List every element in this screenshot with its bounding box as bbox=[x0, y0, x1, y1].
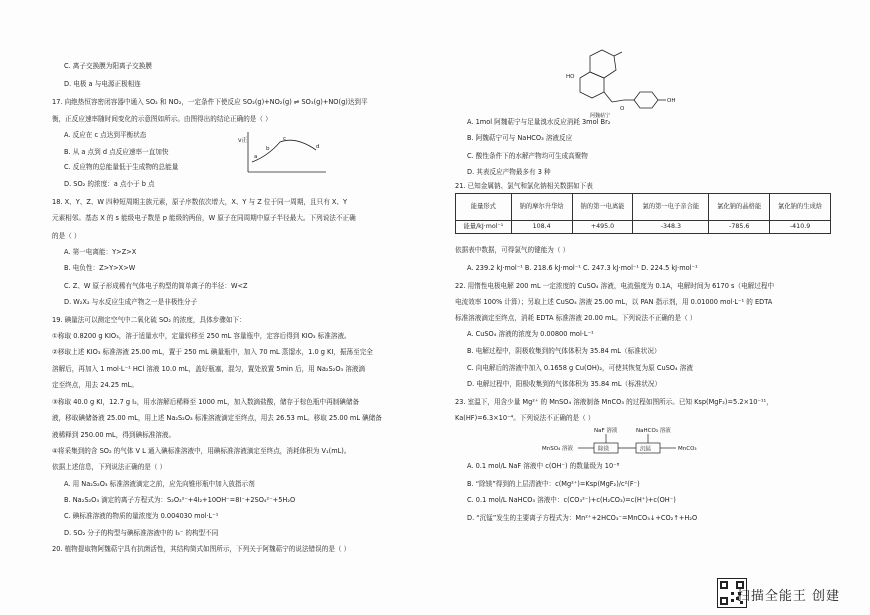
text-line: 元素相邻。基态 X 的 s 能级电子数是 p 能级的两倍，W 原子在同周期中原子半径最大。下列说法不正确 bbox=[52, 214, 356, 222]
data-table bbox=[455, 193, 831, 234]
text-line: A. 0.1 mol/L NaF 溶液中 c(OH⁻) 的数量级为 10⁻⁸ bbox=[467, 462, 620, 470]
text-line: 衡，正反应速率随时间变化的示意图如所示。由图得出的结论正确的是（ ） bbox=[52, 115, 272, 123]
text-line: 17. 向绝热恒容密闭容器中通入 SO₂ 和 NO₂，一定条件下使反应 SO₂(g)+NO₂(g) ⇌ SO₃(g)+NO(g)达到平 bbox=[52, 98, 368, 106]
text-line: C. 反应物的总能量低于生成物的总能量 bbox=[64, 163, 179, 171]
process-flow-diagram bbox=[540, 425, 730, 461]
step-2-label: 沉锰 bbox=[640, 446, 652, 453]
table-cell: -410.9 bbox=[770, 221, 831, 234]
text-line: ④将采集到的含 SO₂ 的气体 V L 通入碘标准溶液中，用碘标准溶液滴定至终点，消耗体积为 V₁(mL)。 bbox=[52, 447, 351, 455]
table-header-cell: 氯的第一电子亲合能 bbox=[633, 194, 709, 221]
text-line: C. 酸性条件下的水解产物均可生成高聚物 bbox=[467, 152, 588, 160]
text-line: A. 反应在 c 点达到平衡状态 bbox=[64, 131, 147, 139]
table-header-cell: 氯化钠的晶格能 bbox=[709, 194, 770, 221]
text-line: B. “除镁”得到的上层清液中：c(Mg²⁺)=Ksp(MgF₂)/c²(F⁻) bbox=[467, 480, 640, 488]
label-ho: HO bbox=[566, 74, 575, 80]
reagent-nahco3: NaHCO₃ 溶液 bbox=[636, 428, 671, 434]
text-line: ①称取 0.8200 g KIO₃，溶于适量水中，定量转移至 250 mL 容量瓶中，定容后得到 KIO₃ 标准溶液。 bbox=[52, 332, 351, 340]
table-cell: 108.4 bbox=[511, 221, 572, 234]
ester-bond bbox=[604, 92, 612, 102]
text-line: 标准溶液滴定至终点，消耗 EDTA 标准溶液 20.00 mL。下列说法不正确的是（ ） bbox=[455, 314, 697, 322]
text-line: ③称取 40.0 g KI，12.7 g I₂，用水溶解后稀释至 1000 mL，加入数滴盐酸，储存于棕色瓶中再制碘储备 bbox=[52, 398, 360, 406]
text-line: D. W₂X₂ 与水反应生成产物之一是非极性分子 bbox=[64, 298, 198, 306]
text-line: C. Z、W 原子形成稀有气体电子构型的简单离子的半径：W<Z bbox=[64, 282, 248, 290]
text-line: ②移取上述 KIO₃ 标准溶液 25.00 mL，置于 250 mL 碘量瓶中，加入 70 mL 蒸馏水，1.0 g KI，振荡至完全 bbox=[52, 348, 373, 356]
text-line: C. 向电解后的溶液中加入 0.1658 g Cu(OH)₂，可使其恢复为原 CuSO₄ 溶液 bbox=[467, 364, 693, 372]
label-oh: OH bbox=[667, 98, 676, 104]
text-line: 19. 碘量法可以测定空气中二氧化硫 SO₂ 的浓度，具体步骤如下： bbox=[52, 316, 246, 324]
table-header-row bbox=[456, 194, 831, 221]
graph-ylabel: v正 bbox=[238, 137, 248, 144]
molecule-caption: 阿魏萜宁 bbox=[590, 113, 611, 118]
reagent-naf: NaF 溶液 bbox=[594, 428, 618, 434]
text-line: C. 离子交换膜为阳离子交换膜 bbox=[64, 62, 152, 70]
table-row-label: 能量/kJ·mol⁻¹ bbox=[456, 221, 512, 234]
step-1-label: 除镁 bbox=[598, 446, 610, 453]
ring-2 bbox=[580, 72, 604, 98]
text-line: 依据上述信息，下列说法正确的是（ ） bbox=[52, 463, 167, 471]
text-line: A. CuSO₄ 溶液的浓度为 0.00800 mol·L⁻¹ bbox=[467, 330, 594, 338]
text-line: A. 用 Na₂S₂O₃ 标准溶液滴定之前，应先向锥形瓶中加入放指示剂 bbox=[64, 480, 255, 488]
point-b: b bbox=[266, 146, 270, 152]
label-o: O bbox=[620, 106, 625, 112]
text-line: D. 电解过程中，阳极收集到的气体体积为 35.84 mL（标准状况） bbox=[467, 380, 662, 388]
table-cell: -785.6 bbox=[709, 221, 770, 234]
table-row bbox=[456, 221, 831, 234]
text-line: Ka(HF)=6.3×10⁻⁴。下列说法不正确的是（ ） bbox=[455, 414, 595, 422]
point-a: a bbox=[254, 154, 258, 160]
text-line: B. 电负性：Z>Y>X>W bbox=[64, 264, 136, 272]
rate-curve bbox=[252, 140, 316, 162]
carbonyl-bond bbox=[612, 100, 624, 102]
text-line: 电流效率 100% 计算）；另取上述 CuSO₄ 溶液 25.00 mL，以 PAN 指示剂，用 0.01000 mol·L⁻¹ 的 EDTA bbox=[455, 298, 773, 306]
text-line: A. 第一电离能：Y>Z>X bbox=[64, 248, 137, 256]
molecule-structure bbox=[560, 48, 690, 118]
table-cell: +495.0 bbox=[572, 221, 633, 234]
text-line: 的是（ ） bbox=[52, 232, 81, 240]
text-line: D. 电极 a 与电源正极相连 bbox=[64, 80, 141, 88]
table-header-cell: 钠的摩尔升华焓 bbox=[511, 194, 572, 221]
flow-end: MnCO₃ bbox=[678, 446, 697, 452]
benzene-ring bbox=[634, 92, 658, 108]
text-line: 液，移取碘储备液 25.00 mL，用上述 Na₂S₂O₃ 标准溶液滴定至终点，用去 26.53 mL。移取 25.00 mL 碘储备 bbox=[52, 414, 382, 422]
text-line: B. 电解过程中，阴极收集到的气体体积为 35.84 mL（标准状况） bbox=[467, 347, 661, 355]
text-line: B. 从 a 点到 d 点反应速率一直加快 bbox=[64, 148, 169, 156]
text-line: C. 碘标准溶液的物质的量浓度为 0.004030 mol·L⁻¹ bbox=[64, 512, 219, 520]
text-line: A. 1mol 阿魏萜宁与足量溴水反应消耗 3mol Br₂ bbox=[467, 118, 611, 126]
text-line: B. Na₂S₂O₃ 滴定的离子方程式为：S₂O₃²⁻+4I₂+10OH⁻=8I⁻+2SO₄²⁻+5H₂O bbox=[64, 496, 296, 504]
text-line: 定至终点，用去 24.25 mL。 bbox=[52, 381, 138, 389]
text-line: C. 0.1 mol/L NaHCO₃ 溶液中：c(CO₃²⁻)+c(H₂CO₃)=c(H⁺)+c(OH⁻) bbox=[467, 496, 676, 504]
table-header-cell: 氯化钠的生成焓 bbox=[770, 194, 831, 221]
point-c: c bbox=[283, 136, 287, 142]
text-line: D. 其表反应产物最多有 3 种 bbox=[467, 168, 551, 176]
text-line: 溶解后，再加入 1 mol·L⁻¹ HCl 溶液 10.0 mL，盖好瓶塞，混匀，置处放置 5min 后，用 Na₂S₂O₃ 溶液滴 bbox=[52, 365, 366, 373]
text-line: 液稀释到 250.00 mL，得到碘标准溶液。 bbox=[52, 431, 176, 439]
text-line: 21. 已知金属钠、氯气和氯化钠相关数据如下表 bbox=[455, 182, 593, 190]
table-header-cell: 钠的第一电离能 bbox=[572, 194, 633, 221]
table-header-cell: 能量形式 bbox=[456, 194, 512, 221]
point-d: d bbox=[316, 144, 320, 150]
text-line: 18. X、Y、Z、W 四种短周期主族元素，原子序数依次增大，X、Y 与 Z 位于同一周期，且只有 X、Y bbox=[52, 198, 348, 206]
text-line: D. SO₂ 的浓度：a 点小于 b 点 bbox=[64, 180, 155, 188]
methyl-bond bbox=[614, 52, 622, 56]
text-line: 20. 植物提取物阿魏萜宁具有抗菌活性，其结构简式如图所示，下列关于阿魏萜宁的说法错误的是（ ） bbox=[52, 545, 351, 553]
text-line: D. SO₂ 分子的构型与碘标准溶液中的 I₃⁻ 的构型不同 bbox=[64, 529, 219, 537]
flow-start: MnSO₄ 溶液 bbox=[542, 446, 574, 452]
text-line: 依据表中数据，可得氯气的键能为（ ） bbox=[455, 246, 570, 254]
text-line: 23. 室温下，用含少量 Mg²⁺ 的 MnSO₄ 溶液制备 MnCO₃ 的过程如图所示。已知 Ksp(MgF₂)=5.2×10⁻¹¹， bbox=[455, 398, 773, 406]
text-line: 22. 用惰性电极电解 200 mL 一定浓度的 CuSO₄ 溶液，电流强度为 0.1A，电解时间为 6170 s（电解过程中 bbox=[455, 282, 775, 290]
table-cell: -348.3 bbox=[633, 221, 709, 234]
text-line: A. 239.2 kJ·mol⁻¹ B. 218.6 kJ·mol⁻¹ C. 247.3 kJ·mol⁻¹ D. 224.5 kJ·mol⁻¹ bbox=[467, 264, 698, 272]
scanner-watermark: 扫描全能王 创建 bbox=[736, 589, 840, 604]
rate-time-graph bbox=[238, 128, 330, 176]
text-line: B. 阿魏萜宁可与 NaHCO₃ 溶液反应 bbox=[467, 134, 573, 142]
text-line: D. “沉锰”发生的主要离子方程式为：Mn²⁺+2HCO₃⁻=MnCO₃↓+CO₂↑+H₂O bbox=[467, 514, 698, 522]
